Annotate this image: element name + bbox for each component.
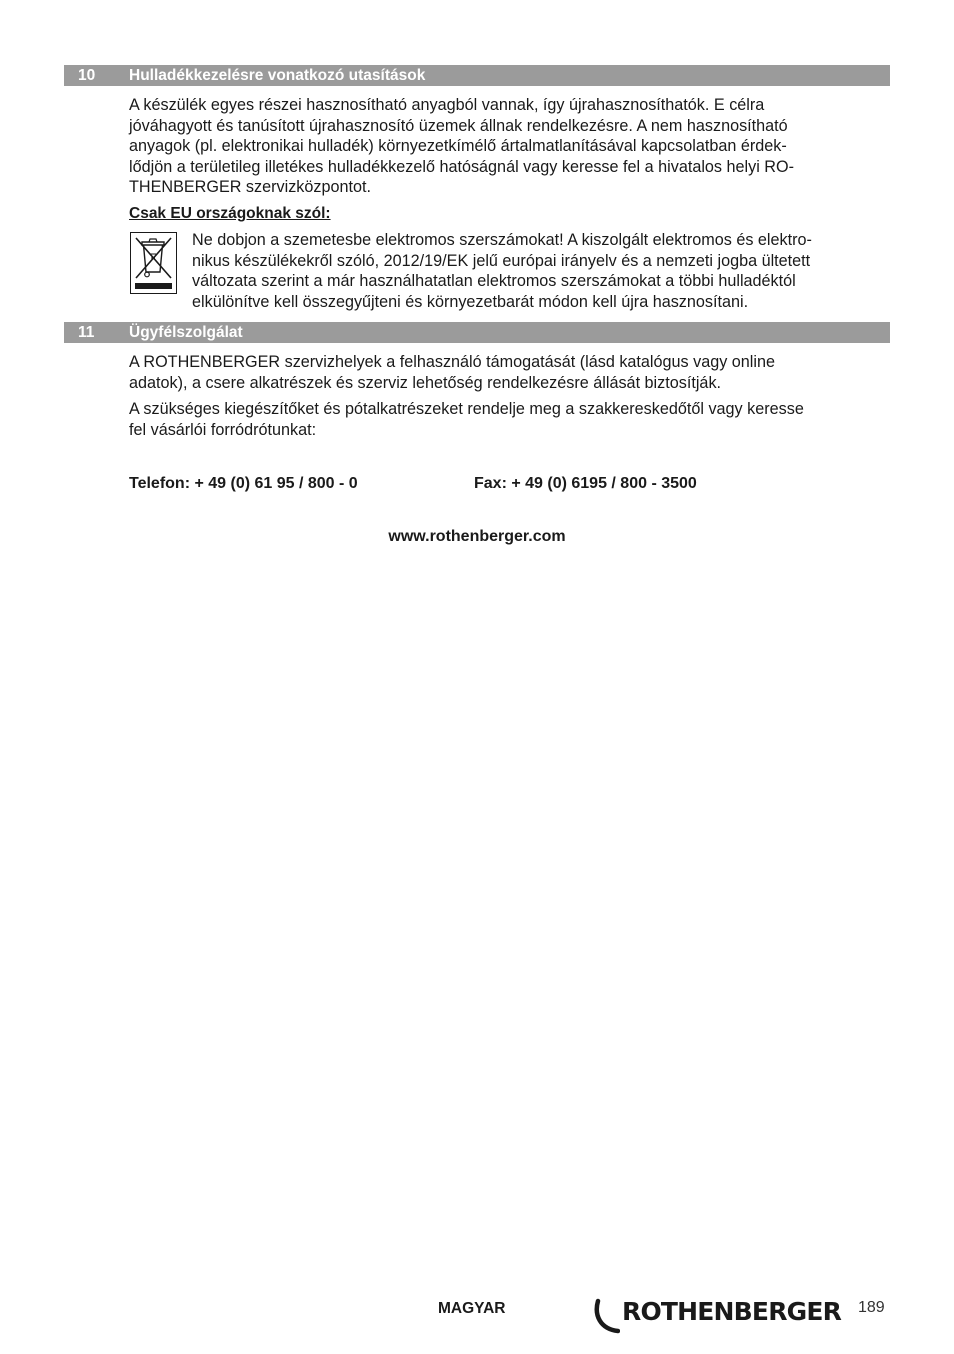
service-paragraph	[129, 352, 891, 393]
text-line: lődjön a területileg illetékes hulladékkezelő hatóságnál vagy keresse fel a hivatalos helyi RO-	[129, 157, 794, 176]
footer-language: MAGYAR	[438, 1300, 506, 1317]
crossed-out-wheelie-bin-icon	[130, 232, 177, 294]
accessories-paragraph	[129, 399, 891, 440]
text-line: A ROTHENBERGER szervizhelyek a felhasználó támogatását (lásd katalógus vagy online	[129, 353, 776, 371]
text-line: elkülönítve kell összegyűjteni és környezetbarát módon kell újra hasznosítani.	[192, 292, 749, 311]
text-line: Ne dobjon a szemetesbe elektromos szerszámokat! A kiszolgált elektromos és elektro-	[192, 231, 812, 249]
text-line: A készülék egyes részei hasznosítható anyagból vannak, így újrahasznosíthatók. E célra	[129, 96, 765, 114]
text-line: anyagok (pl. elektronikai hulladék) környezetkímélő ártalmatlanításával kapcsolatban érdek-	[129, 137, 787, 155]
text-line: adatok), a csere alkatrészek és szerviz lehetőség rendelkezésre állását biztosítják.	[129, 373, 722, 392]
text-line: nikus készülékekről szóló, 2012/19/EK jelű európai irányelv és a nemzeti jogba ültetett	[192, 251, 811, 270]
website-link[interactable]: www.rothenberger.com	[388, 528, 566, 545]
text-line: THENBERGER szervizközpontot.	[129, 178, 371, 196]
logo-arc-icon	[594, 1297, 620, 1335]
text-line: fel vásárlói forródrótunkat:	[129, 420, 317, 439]
phone-number: Telefon: + 49 (0) 61 95 / 800 - 0	[129, 475, 358, 492]
section-title: Ügyfélszolgálat	[129, 324, 243, 341]
weee-directive-paragraph	[192, 230, 892, 312]
section-title: Hulladékkezelésre vonatkozó utasítások	[129, 67, 426, 84]
page-number: 189	[858, 1299, 885, 1316]
logo-wordmark: ROTHENBERGER	[622, 1297, 842, 1326]
section-11-header	[64, 322, 890, 343]
text-line: változata szerint a már használhatatlan elektromos szerszámokat a többi hulladéktól	[192, 272, 796, 290]
section-number: 10	[78, 67, 96, 84]
fax-number: Fax: + 49 (0) 6195 / 800 - 3500	[474, 475, 697, 492]
text-line: A szükséges kiegészítőket és pótalkatrészeket rendelje meg a szakkereskedőtől vagy keresse	[129, 400, 804, 418]
rothenberger-logo	[594, 1297, 841, 1335]
eu-only-heading: Csak EU országoknak szól:	[129, 205, 331, 222]
section-10-header	[64, 65, 890, 86]
section-number: 11	[78, 324, 95, 341]
disposal-paragraph	[129, 95, 891, 198]
text-line: jóváhagyott és tanúsított újrahasznosító üzemek állnak rendelkezésre. A nem hasznosítható	[129, 116, 788, 135]
